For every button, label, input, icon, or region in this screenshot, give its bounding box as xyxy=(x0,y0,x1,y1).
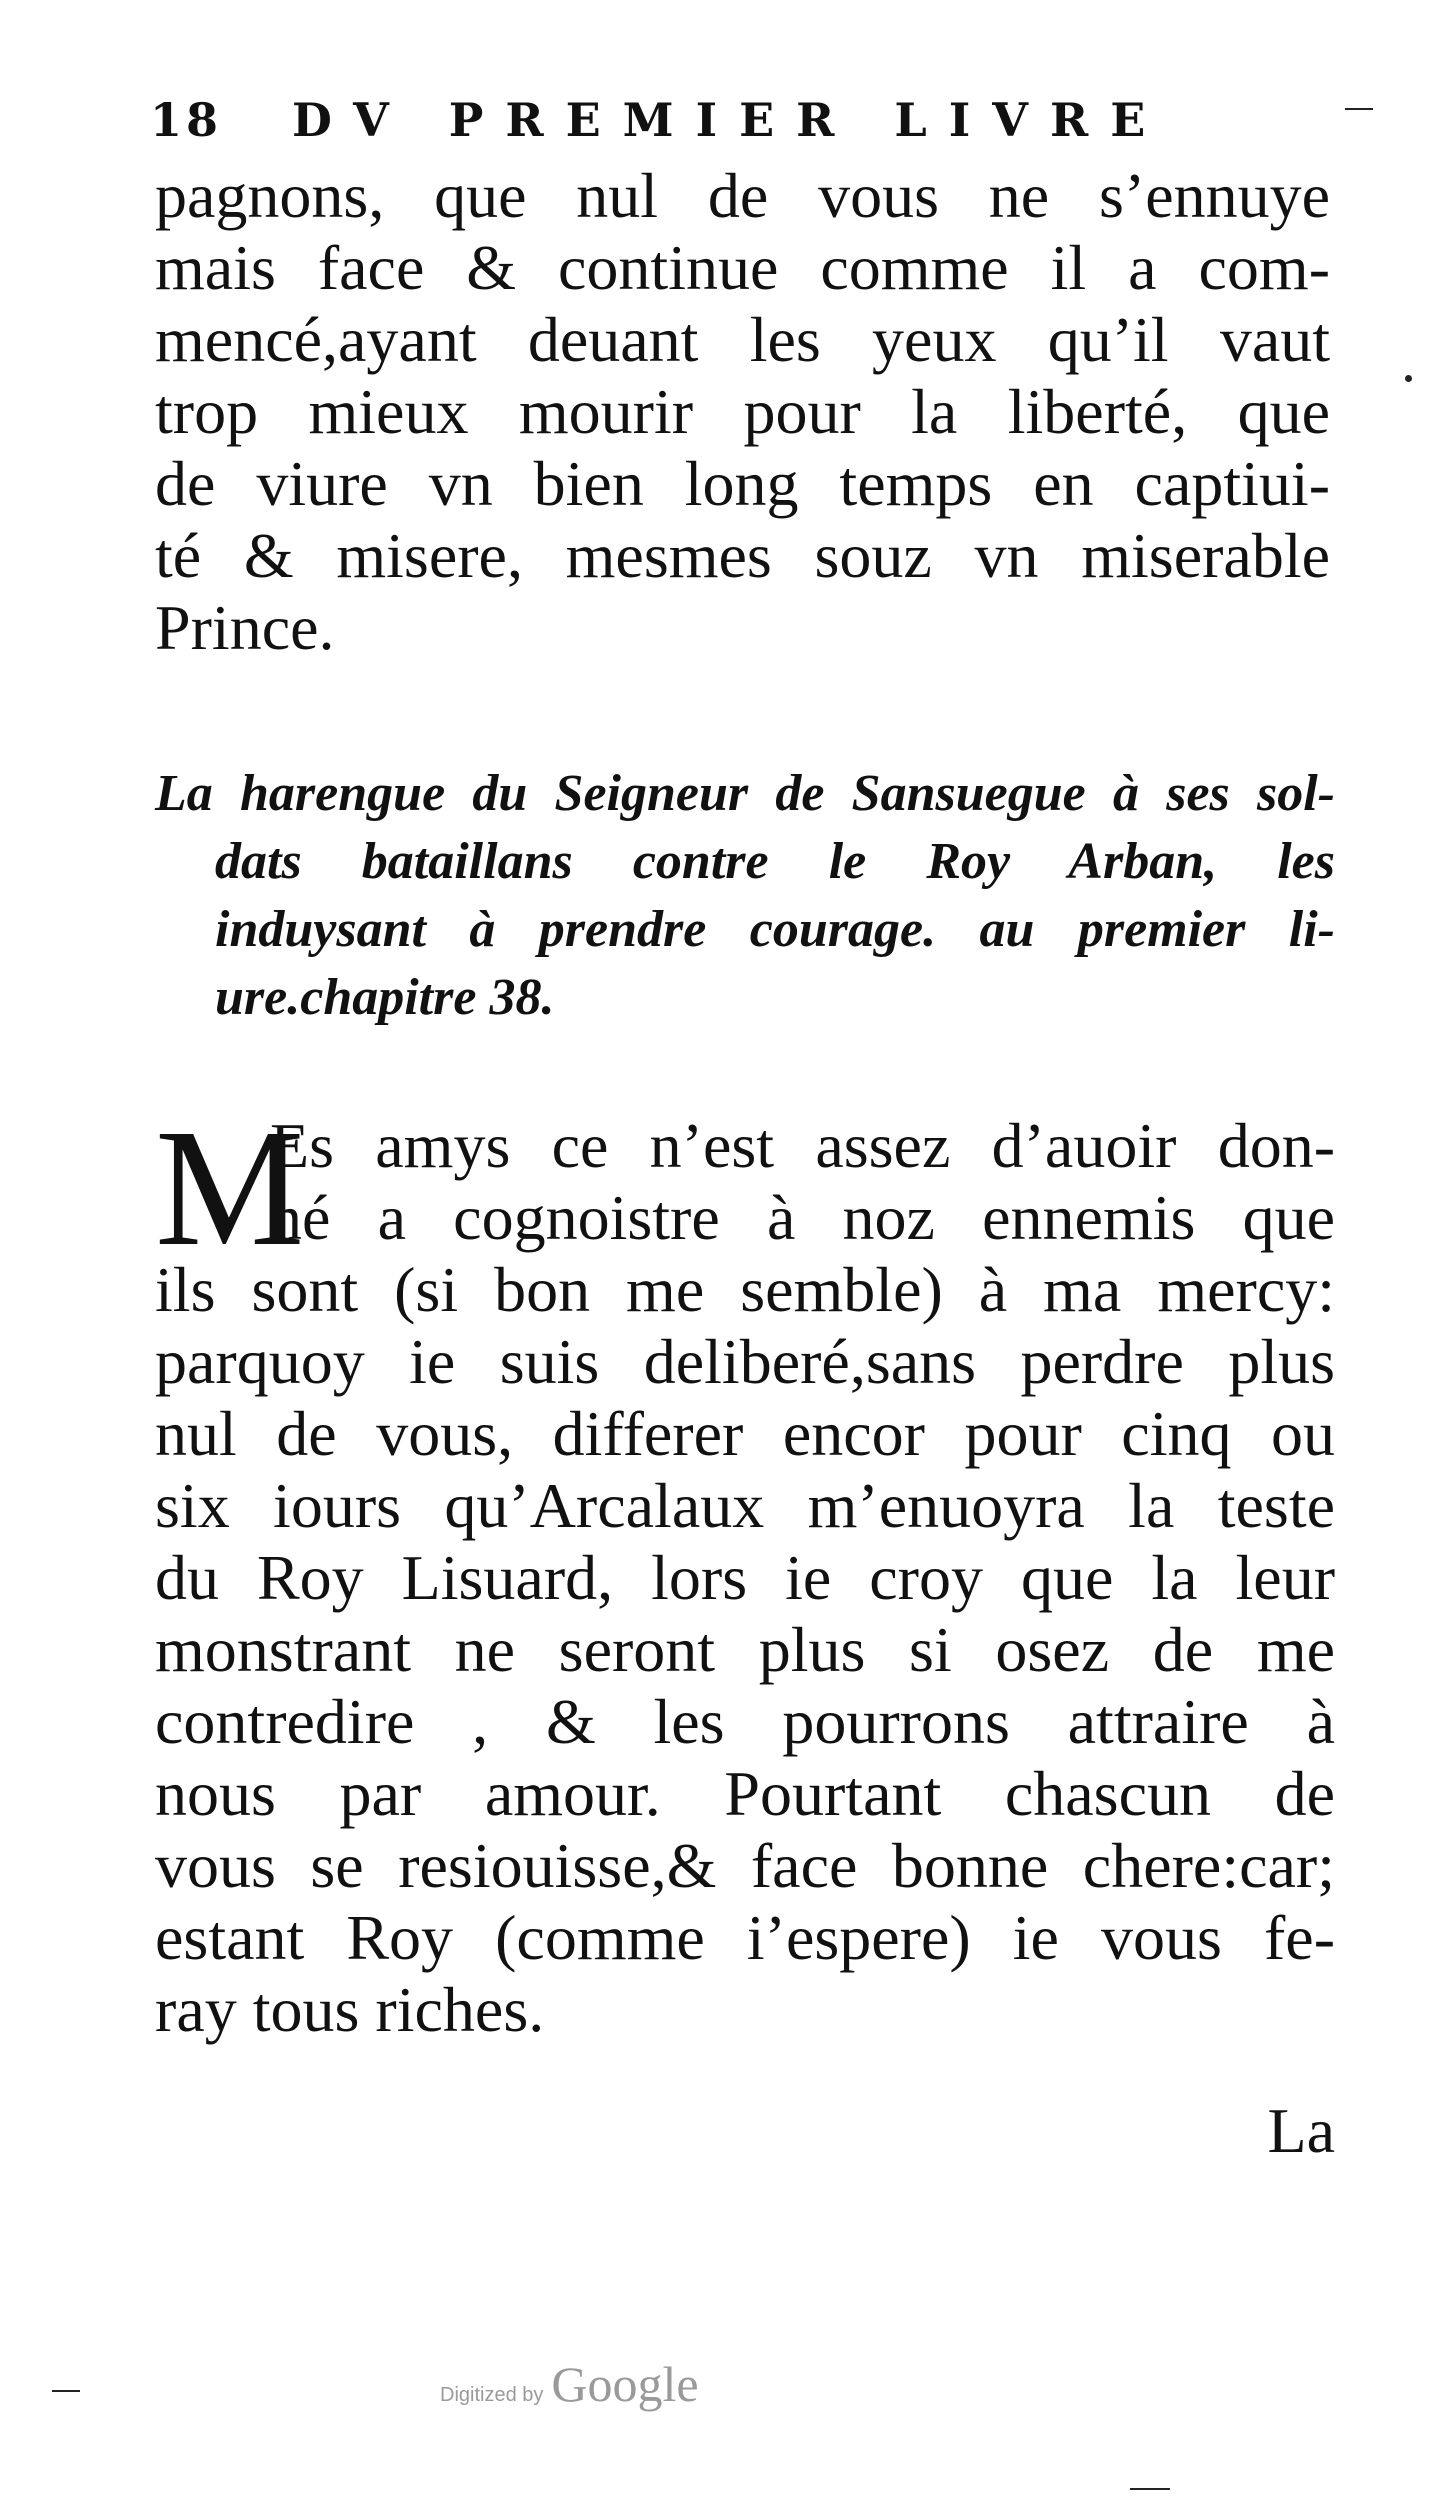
text-line: de viure vn bien long temps en captiui- xyxy=(155,448,1330,519)
page-number: 18 xyxy=(150,93,223,147)
google-logo: Google xyxy=(551,2356,699,2412)
text-line: té & misere, mesmes souz vn miserable xyxy=(155,520,1330,591)
text-line: pagnons, que nul de vous ne s’ennuye xyxy=(155,160,1330,231)
text-line: vous se resiouisse,& face bonne chere:car; xyxy=(155,1830,1335,1901)
heading-line: La harengue du Seigneur de Sansuegue à ses sol- xyxy=(155,765,1335,822)
text-line: ray tous riches. xyxy=(155,1974,545,2045)
text-line: nul de vous, differer encor pour cinq ou xyxy=(155,1398,1335,1469)
catchword: La xyxy=(1267,2095,1335,2166)
margin-mark xyxy=(1130,2488,1170,2490)
heading-line: induysant à prendre courage. au premier li- xyxy=(215,901,1335,958)
text-line: né a cognoistre à noz ennemis que xyxy=(270,1182,1335,1253)
text-line: Es amys ce n’est assez d’auoir don- xyxy=(270,1110,1335,1181)
text-line: contredire , & les pourrons attraire à xyxy=(155,1686,1335,1757)
text-line: estant Roy (comme i’espere) ie vous fe- xyxy=(155,1902,1335,1973)
text-line: six iours qu’Arcalaux m’enuoyra la teste xyxy=(155,1470,1335,1541)
watermark-prefix: Digitized by xyxy=(440,2384,544,2406)
text-line: nous par amour. Pourtant chascun de xyxy=(155,1758,1335,1829)
running-title: DV PREMIER LIVRE xyxy=(292,93,1168,147)
text-line: trop mieux mourir pour la liberté, que xyxy=(155,376,1330,447)
margin-mark xyxy=(1345,108,1373,110)
digitized-watermark xyxy=(440,2355,699,2413)
heading-line: dats bataillans contre le Roy Arban, les xyxy=(215,833,1335,890)
text-line: ils sont (si bon me semble) à ma mercy: xyxy=(155,1254,1335,1325)
chapter-heading xyxy=(155,760,1335,1032)
running-head xyxy=(150,85,1210,155)
text-line: mais face & continue comme il a com- xyxy=(155,232,1330,303)
text-line: du Roy Lisuard, lors ie croy que la leur xyxy=(155,1542,1335,1613)
drop-cap: M xyxy=(155,1095,305,1281)
text-line: Prince. xyxy=(155,592,335,663)
margin-mark xyxy=(52,2390,80,2392)
heading-line: ure.chapitre 38. xyxy=(215,969,555,1026)
text-line: monstrant ne seront plus si osez de me xyxy=(155,1614,1335,1685)
text-line: mencé,ayant deuant les yeux qu’il vaut xyxy=(155,304,1330,375)
text-line: parquoy ie suis deliberé,sans perdre plus xyxy=(155,1326,1335,1397)
margin-speck xyxy=(1405,375,1412,382)
paragraph-1 xyxy=(155,160,1330,664)
paragraph-2 xyxy=(155,1095,1335,2046)
